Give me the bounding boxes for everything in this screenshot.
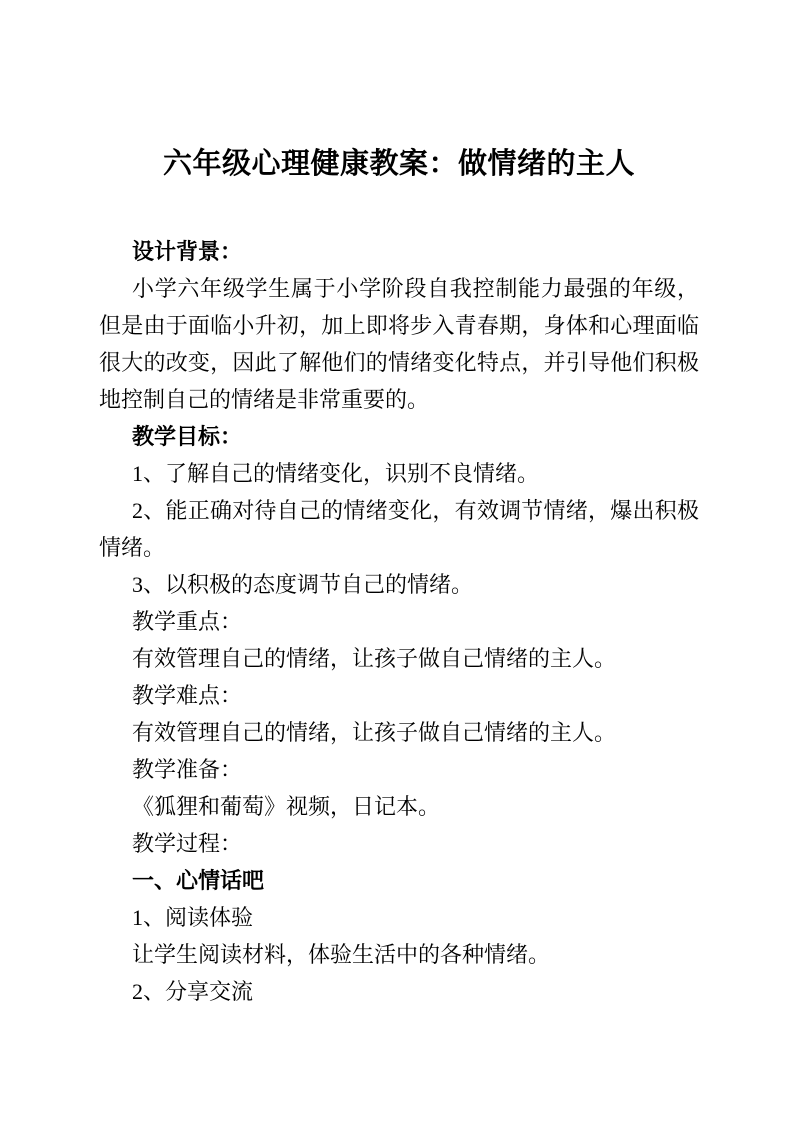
doc-heading: 一、心情话吧 — [132, 868, 265, 893]
doc-paragraph: 有效管理自己的情绪，让孩子做自己情绪的主人。 — [132, 646, 617, 671]
doc-heading: 设计背景： — [132, 239, 243, 264]
doc-paragraph: 让学生阅读材料，体验生活中的各种情绪。 — [132, 942, 551, 967]
document-title: 六年级心理健康教案：做情绪的主人 — [162, 148, 635, 180]
doc-paragraph: 教学重点： — [132, 609, 243, 634]
doc-paragraph: 《狐狸和葡萄》视频，日记本。 — [132, 794, 441, 819]
doc-paragraph: 有效管理自己的情绪，让孩子做自己情绪的主人。 — [132, 720, 617, 745]
document-body — [99, 233, 699, 1010]
doc-paragraph: 教学难点： — [132, 683, 243, 708]
doc-paragraph: 教学过程： — [132, 831, 243, 856]
doc-paragraph: 3、以积极的态度调节自己的情绪。 — [132, 572, 474, 597]
doc-heading: 教学目标： — [132, 424, 243, 449]
doc-paragraph: 1、了解自己的情绪变化，识别不良情绪。 — [132, 461, 540, 486]
doc-paragraph: 1、阅读体验 — [132, 905, 254, 930]
doc-paragraph: 教学准备： — [132, 757, 243, 782]
doc-paragraph: 小学六年级学生属于小学阶段自我控制能力最强的年级，但是由于面临小升初，加上即将步入青春期，身体和心理面临很大的改变，因此了解他们的情绪变化特点，并引导他们积极地控制自己的情绪是非常重要的。 — [99, 276, 699, 412]
doc-paragraph: 2、分享交流 — [132, 979, 254, 1004]
doc-paragraph: 2、能正确对待自己的情绪变化，有效调节情绪，爆出积极情绪。 — [99, 498, 699, 560]
